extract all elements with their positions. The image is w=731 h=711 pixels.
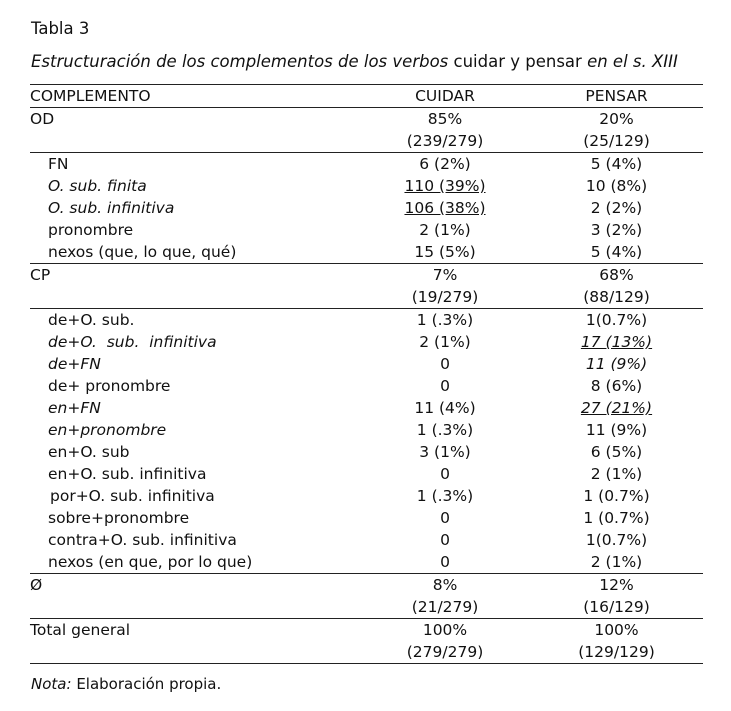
table-row	[30, 441, 703, 463]
row-label: de+O. sub.	[48, 311, 135, 329]
pensar-value: 1 (0.7%)	[583, 487, 650, 505]
header-row	[30, 85, 703, 108]
pensar-value: 3 (2%)	[590, 221, 643, 239]
table-row	[30, 529, 703, 551]
row-label: de+FN	[48, 355, 101, 373]
cuidar-frac: (21/279)	[360, 596, 530, 619]
cuidar-value: 3 (1%)	[419, 443, 471, 461]
table-row	[30, 463, 703, 485]
pensar-frac: (16/129)	[530, 596, 703, 619]
row-label: en+O. sub	[48, 443, 130, 461]
pensar-value: 2 (1%)	[590, 465, 643, 483]
row-label: en+FN	[48, 399, 101, 417]
row-label: O. sub. infinitiva	[48, 199, 175, 217]
pensar-value: 27 (21%)	[580, 399, 653, 417]
pensar-frac: (25/129)	[530, 130, 703, 153]
cuidar-frac: (239/279)	[360, 130, 530, 153]
cuidar-value: 15 (5%)	[360, 241, 530, 264]
table-row	[30, 331, 703, 353]
table-row	[30, 219, 703, 241]
row-label: en+O. sub. infinitiva	[48, 465, 207, 483]
pensar-value: 2 (1%)	[530, 551, 703, 574]
pensar-value: 2 (2%)	[590, 199, 643, 217]
cuidar-value: 0	[440, 465, 450, 483]
cuidar-value: 1 (.3%)	[416, 487, 474, 505]
table-row	[30, 419, 703, 441]
pensar-value: 6 (5%)	[590, 443, 643, 461]
table-row-empty-frac	[30, 596, 703, 619]
table-row-cp	[30, 264, 703, 287]
title-part-1: Estructuración de los complementos de los verbos	[31, 52, 449, 71]
row-label: pronombre	[48, 221, 134, 239]
row-label: nexos (en que, por lo que)	[30, 551, 360, 574]
pensar-value: 11 (9%)	[585, 355, 648, 373]
cuidar-value: 106 (38%)	[404, 199, 486, 217]
pensar-value: 5 (4%)	[530, 241, 703, 264]
pensar-value: 10 (8%)	[585, 177, 648, 195]
pensar-pct: 12%	[599, 576, 634, 594]
row-label: FN	[48, 155, 69, 173]
row-label: OD	[30, 110, 55, 128]
pensar-value: 8 (6%)	[590, 377, 643, 395]
note-label: Nota:	[31, 675, 72, 693]
pensar-value: 1(0.7%)	[585, 531, 648, 549]
table-row	[30, 551, 703, 574]
table-row	[30, 485, 703, 507]
cuidar-frac: (279/279)	[360, 641, 530, 664]
table-row	[30, 241, 703, 264]
header-pensar: PENSAR	[530, 85, 703, 108]
cuidar-pct: 85%	[427, 110, 463, 128]
cuidar-value: 0	[440, 531, 450, 549]
title-part-2: en el s. XIII	[587, 52, 678, 71]
title-verbs: cuidar y pensar	[453, 52, 582, 71]
table-title	[31, 52, 678, 71]
cuidar-pct: 7%	[432, 266, 458, 284]
table-note	[31, 675, 221, 693]
table-row	[30, 153, 703, 176]
cuidar-value: 11 (4%)	[414, 399, 476, 417]
cuidar-value: 1 (.3%)	[416, 311, 474, 329]
table-row-od	[30, 108, 703, 131]
row-label: Ø	[30, 576, 43, 594]
pensar-value: 1 (0.7%)	[583, 509, 650, 527]
cuidar-value: 6 (2%)	[419, 155, 471, 173]
pensar-value: 17 (13%)	[580, 333, 653, 351]
pensar-value: 1(0.7%)	[585, 311, 648, 329]
table-row	[30, 353, 703, 375]
pensar-pct: 68%	[599, 266, 634, 284]
cuidar-value: 110 (39%)	[404, 177, 486, 195]
cuidar-value: 2 (1%)	[419, 333, 471, 351]
row-label: contra+O. sub. infinitiva	[48, 531, 237, 549]
table-row	[30, 175, 703, 197]
row-label: O. sub. finita	[48, 177, 147, 195]
header-complemento: COMPLEMENTO	[30, 85, 360, 108]
row-label: de+O. sub. infinitiva	[48, 333, 217, 351]
pensar-pct: 20%	[599, 110, 634, 128]
table-row-cp-frac	[30, 286, 703, 309]
cuidar-frac: (19/279)	[360, 286, 530, 309]
table-row	[30, 397, 703, 419]
row-label: por+O. sub. infinitiva	[50, 487, 215, 505]
pensar-pct: 100%	[594, 621, 639, 639]
table-row	[30, 197, 703, 219]
cuidar-value: 0	[440, 377, 450, 395]
cuidar-pct: 100%	[422, 621, 468, 639]
cuidar-value: 2 (1%)	[419, 221, 471, 239]
row-label: nexos (que, lo que, qué)	[30, 241, 360, 264]
table-row-od-frac	[30, 130, 703, 153]
pensar-value: 11 (9%)	[585, 421, 648, 439]
header-cuidar: CUIDAR	[360, 85, 530, 108]
cuidar-value: 0	[440, 355, 450, 373]
table-row	[30, 309, 703, 332]
table-number: Tabla 3	[31, 19, 90, 38]
pensar-frac: (129/129)	[530, 641, 703, 664]
table-row	[30, 375, 703, 397]
row-label: sobre+pronombre	[48, 509, 190, 527]
table-row-total	[30, 619, 703, 642]
cuidar-pct: 8%	[432, 576, 458, 594]
table-row-empty	[30, 574, 703, 597]
row-label: de+ pronombre	[48, 377, 171, 395]
complements-table	[30, 84, 703, 664]
row-label: CP	[30, 266, 51, 284]
pensar-value: 5 (4%)	[590, 155, 643, 173]
cuidar-value: 1 (.3%)	[416, 421, 474, 439]
row-label: en+pronombre	[48, 421, 167, 439]
cuidar-value: 0	[440, 509, 450, 527]
cuidar-value: 0	[360, 551, 530, 574]
row-label: Total general	[30, 621, 131, 639]
pensar-frac: (88/129)	[530, 286, 703, 309]
table-row-total-frac	[30, 641, 703, 664]
table-row	[30, 507, 703, 529]
note-text: Elaboración propia.	[76, 675, 222, 693]
